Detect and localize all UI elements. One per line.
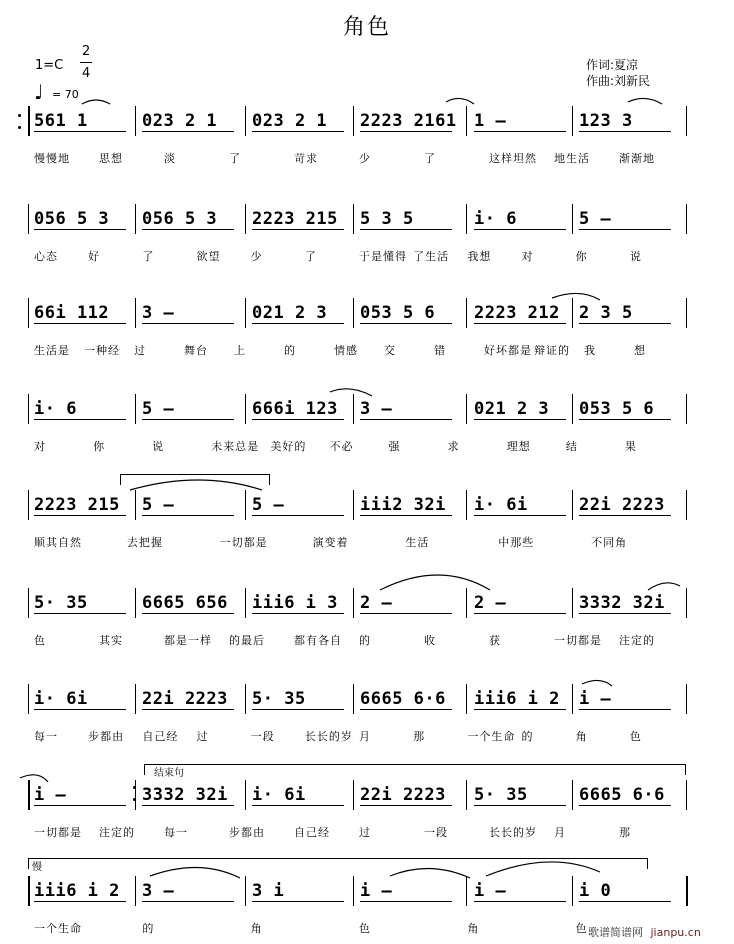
lyric: 对 [521,250,534,263]
beam-underline [579,419,671,420]
measure-notes: 021 2 3 [252,303,328,323]
barline [686,204,687,234]
barline [353,876,354,906]
barline [686,780,687,810]
slur [380,575,490,590]
barline [686,298,687,328]
lyric: 去把握 [126,536,163,549]
volta-bracket [120,474,270,485]
repeat-dot [133,798,136,801]
tempo-marking: = 70 [52,88,79,101]
measure-notes: 5 – [142,399,175,419]
beam-underline [579,613,671,614]
barline [135,780,136,810]
repeat-dot [133,786,136,789]
beam-underline [252,901,344,902]
beam-underline [252,229,344,230]
barline [466,204,467,234]
beam-underline [34,901,126,902]
measure-notes: 053 5 6 [360,303,436,323]
coda-bracket [28,858,648,869]
barline [353,588,354,618]
slur [330,389,372,396]
time-signature-top: 2 [82,44,91,59]
lyric: 角 [575,730,588,743]
lyric: 色 [359,922,371,935]
beam-underline [252,805,344,806]
measure-notes: 056 5 3 [142,209,218,229]
barline [572,588,573,618]
beam-underline [34,805,126,806]
lyric: 地生活 [554,152,590,165]
lyric: 求 [447,440,460,453]
beam-underline [34,515,126,516]
quarter-note-icon: ♩ [34,80,44,104]
lyric: 不必 [329,440,354,453]
lyric: 的最后 [229,634,265,647]
lyric: 生活是 [34,344,70,357]
barline [245,106,246,136]
barline [245,204,246,234]
measure-notes: 2 – [360,593,393,613]
page-title: 角色 [342,15,391,40]
barline [28,106,30,136]
lyric: 好坏都是 [484,344,532,357]
measure-notes: iii6 i 2 [474,689,560,709]
lyric: 未来总是 [211,440,260,453]
composer-credit: 作曲:刘新民 [586,74,651,88]
measure-notes: 5 3 5 [360,209,414,229]
beam-underline [579,709,671,710]
measure-notes: i· 6i [252,785,306,805]
beam-underline [474,613,566,614]
lyric: 演变着 [312,536,349,549]
measure-notes: i 0 [579,881,612,901]
beam-underline [474,131,566,132]
lyric: 一个生命 [467,730,516,743]
lyric: 心态 [34,250,58,263]
barline [466,106,467,136]
barline [572,298,573,328]
barline [135,684,136,714]
measure-notes: 5 – [579,209,612,229]
beam-underline [360,131,452,132]
barline [245,394,246,424]
lyric: 中那些 [498,536,535,549]
beam-underline [34,323,126,324]
beam-underline [142,419,234,420]
beam-underline [360,613,452,614]
ending-bracket [144,764,686,775]
barline [135,298,136,328]
lyric: 每一 [34,730,58,743]
lyric: 情感 [334,344,358,357]
barline [466,876,467,906]
barline [353,394,354,424]
barline [135,876,136,906]
barline [28,780,30,810]
lyric: 我 [584,344,596,357]
lyric: 步都由 [229,826,265,839]
beam-underline [579,131,671,132]
beam-underline [252,419,344,420]
measure-notes: i – [579,689,612,709]
slur [582,680,612,686]
barline [466,298,467,328]
lyric: 的 [284,344,296,357]
beam-underline [474,229,566,230]
lyric: 了 [229,152,241,165]
beam-underline [474,323,566,324]
lyric: 角 [250,922,263,935]
measure-notes: 2 – [474,593,507,613]
beam-underline [142,901,234,902]
barline [245,490,246,520]
measure-notes: 6665 656 [142,593,228,613]
beam-underline [360,805,452,806]
beam-underline [474,515,566,516]
lyric: 顺其自然 [34,536,82,549]
coda-label: 慢 [32,862,42,873]
measure-notes: 666i 123 [252,399,338,419]
beam-underline [252,613,344,614]
beam-underline [142,805,234,806]
beam-underline [474,901,566,902]
measure-notes: i· 6 [474,209,517,229]
lyric: 的 [359,634,371,647]
barline [245,588,246,618]
lyric: 欲望 [196,250,221,263]
measure-notes: 123 3 [579,111,633,131]
measure-notes: 2223 2161 [360,111,457,131]
lyric: 渐渐地 [619,152,655,165]
slur [446,98,474,104]
beam-underline [474,709,566,710]
lyric: 了 [142,250,155,263]
measure-notes: 5 – [252,495,285,515]
lyric: 一切都是 [219,536,268,549]
lyric: 过 [359,826,371,839]
lyric: 果 [624,440,637,453]
measure-notes: iii6 i 3 [252,593,338,613]
lyric: 说 [152,440,165,453]
measure-notes: 2223 215 [252,209,338,229]
lyric: 的 [521,730,534,743]
beam-underline [34,419,126,420]
lyric: 慢慢地 [34,152,70,165]
measure-notes: 056 5 3 [34,209,110,229]
beam-underline [360,323,452,324]
measure-notes: 6665 6·6 [579,785,665,805]
watermark-url: jianpu.cn [650,926,701,939]
beam-underline [474,805,566,806]
barline [686,490,687,520]
time-signature-line [80,62,92,63]
beam-underline [252,515,344,516]
measure-notes: 22i 2223 [142,689,228,709]
measure-notes: 5· 35 [252,689,306,709]
barline [28,876,30,906]
beam-underline [142,515,234,516]
barline [245,876,246,906]
barline [466,684,467,714]
lyric: 美好的 [270,440,307,453]
lyric: 一个生命 [34,922,82,935]
barline [135,106,136,136]
lyric: 步都由 [88,730,125,743]
lyric: 了 [424,152,436,165]
measure-notes: 3 i [252,881,285,901]
lyric: 对 [34,440,46,453]
lyric: 一种经 [84,344,120,357]
lyric: 月 [359,730,371,743]
beam-underline [252,323,344,324]
beam-underline [474,419,566,420]
lyric: 长长的岁 [304,730,353,743]
ending-label: 结束句 [154,768,184,779]
beam-underline [579,229,671,230]
measure-notes: 3332 32i [579,593,665,613]
lyric: 说 [629,250,642,263]
barline [686,876,688,906]
beam-underline [360,419,452,420]
barline [353,490,354,520]
repeat-dot [18,126,21,129]
beam-underline [34,709,126,710]
lyric: 注定的 [619,634,655,647]
beam-underline [579,323,671,324]
measure-notes: 1 – [474,111,507,131]
barline [686,394,687,424]
barline [353,204,354,234]
lyric: 过 [134,344,146,357]
barline [466,490,467,520]
beam-underline [360,515,452,516]
lyric: 注定的 [99,826,135,839]
lyric: 了 [304,250,317,263]
measure-notes: i· 6 [34,399,77,419]
barline [572,684,573,714]
measure-notes: 2223 212 [474,303,560,323]
beam-underline [142,229,234,230]
lyric: 苛求 [294,152,318,165]
beam-underline [142,131,234,132]
lyric: 辩证的 [534,344,570,357]
lyric: 一段 [424,826,448,839]
lyric: 那 [413,730,426,743]
lyric: 长长的岁 [489,826,537,839]
lyric: 都是一样 [164,634,212,647]
barline [135,204,136,234]
lyric: 于是懂得 [359,250,407,263]
measure-notes: i· 6i [474,495,528,515]
barline [135,588,136,618]
lyric: 自己经 [142,730,179,743]
measure-notes: 6665 6·6 [360,689,446,709]
barline [353,298,354,328]
lyric: 你 [575,250,588,263]
measure-notes: 22i 2223 [360,785,446,805]
lyric: 过 [196,730,209,743]
measure-notes: 66i 112 [34,303,110,323]
lyric: 一切都是 [554,634,602,647]
lyric: 理想 [506,440,531,453]
lyric: 强 [388,440,401,453]
lyric: 的 [142,922,155,935]
repeat-dot [18,114,21,117]
barline [686,106,687,136]
measure-notes: 023 2 1 [252,111,328,131]
barline [135,490,136,520]
measure-notes: 021 2 3 [474,399,550,419]
slur [628,98,662,104]
barline [572,490,573,520]
barline [686,684,687,714]
barline [572,394,573,424]
lyric: 自己经 [294,826,330,839]
lyric: 生活 [405,536,430,549]
lyric: 一切都是 [34,826,82,839]
barline [353,106,354,136]
slur [82,100,110,104]
lyric: 获 [489,634,501,647]
measure-notes: 3 – [142,303,175,323]
beam-underline [142,323,234,324]
beam-underline [579,901,671,902]
lyric: 收 [424,634,436,647]
measure-notes: i – [360,881,393,901]
measure-notes: 2223 215 [34,495,120,515]
measure-notes: 561 1 [34,111,88,131]
lyric: 上 [234,344,246,357]
barline [572,106,573,136]
measure-notes: 5 – [142,495,175,515]
beam-underline [34,229,126,230]
measure-notes: 5· 35 [474,785,528,805]
slur [552,293,600,300]
barline [572,876,573,906]
barline [353,684,354,714]
lyric: 错 [434,344,446,357]
barline [466,780,467,810]
lyric: 角 [467,922,480,935]
beam-underline [142,709,234,710]
lyric: 好 [88,250,101,263]
barline [466,394,467,424]
lyric: 一段 [250,730,275,743]
measure-notes: 053 5 6 [579,399,655,419]
barline [572,780,573,810]
lyric: 都有各自 [294,634,342,647]
beam-underline [579,805,671,806]
barline [28,684,29,714]
barline [245,780,246,810]
beam-underline [360,901,452,902]
barline [353,780,354,810]
lyric: 少 [250,250,263,263]
measure-notes: iii6 i 2 [34,881,120,901]
beam-underline [360,229,452,230]
lyric: 了生活 [413,250,450,263]
barline [28,394,29,424]
beam-underline [252,709,344,710]
measure-notes: 3332 32i [142,785,228,805]
lyric: 结 [565,440,578,453]
lyric: 其实 [99,634,123,647]
beam-underline [252,131,344,132]
key-signature: 1=C [35,58,64,73]
beam-underline [34,131,126,132]
slur [150,867,240,878]
measure-notes: 5· 35 [34,593,88,613]
measure-notes: iii2 32i [360,495,446,515]
slur [648,583,680,590]
lyric: 色 [629,730,642,743]
measure-notes: i – [474,881,507,901]
barline [28,204,29,234]
slur [390,868,470,878]
lyric: 舞台 [184,344,208,357]
barline [28,490,29,520]
slur [20,775,48,782]
measure-notes: 3 – [360,399,393,419]
measure-notes: 3 – [142,881,175,901]
lyric: 不同角 [591,536,628,549]
barline [686,588,687,618]
measure-notes: i – [34,785,67,805]
barline [572,204,573,234]
barline [28,298,29,328]
beam-underline [579,515,671,516]
lyric: 思想 [99,152,123,165]
barline [245,684,246,714]
barline [466,588,467,618]
lyric: 这样坦然 [489,152,537,165]
beam-underline [34,613,126,614]
lyric: 每一 [164,826,188,839]
beam-underline [360,709,452,710]
lyric: 少 [359,152,371,165]
time-signature-bottom: 4 [82,66,91,81]
measure-notes: 22i 2223 [579,495,665,515]
lyric: 交 [384,344,396,357]
measure-notes: 023 2 1 [142,111,218,131]
lyric: 色 [34,634,46,647]
lyric: 那 [619,826,631,839]
beam-underline [142,613,234,614]
barline [135,394,136,424]
lyric: 淡 [164,152,176,165]
lyric: 月 [554,826,566,839]
lyric: 你 [93,440,106,453]
measure-notes: 2 3 5 [579,303,633,323]
watermark-text: 歌谱简谱网 [588,926,643,939]
lyric: 我想 [467,250,492,263]
lyricist-credit: 作词:夏凉 [586,58,639,72]
lyric: 想 [634,344,646,357]
measure-notes: i· 6i [34,689,88,709]
lyric: 色 [575,922,588,935]
barline [28,588,29,618]
watermark [588,924,701,940]
barline [245,298,246,328]
